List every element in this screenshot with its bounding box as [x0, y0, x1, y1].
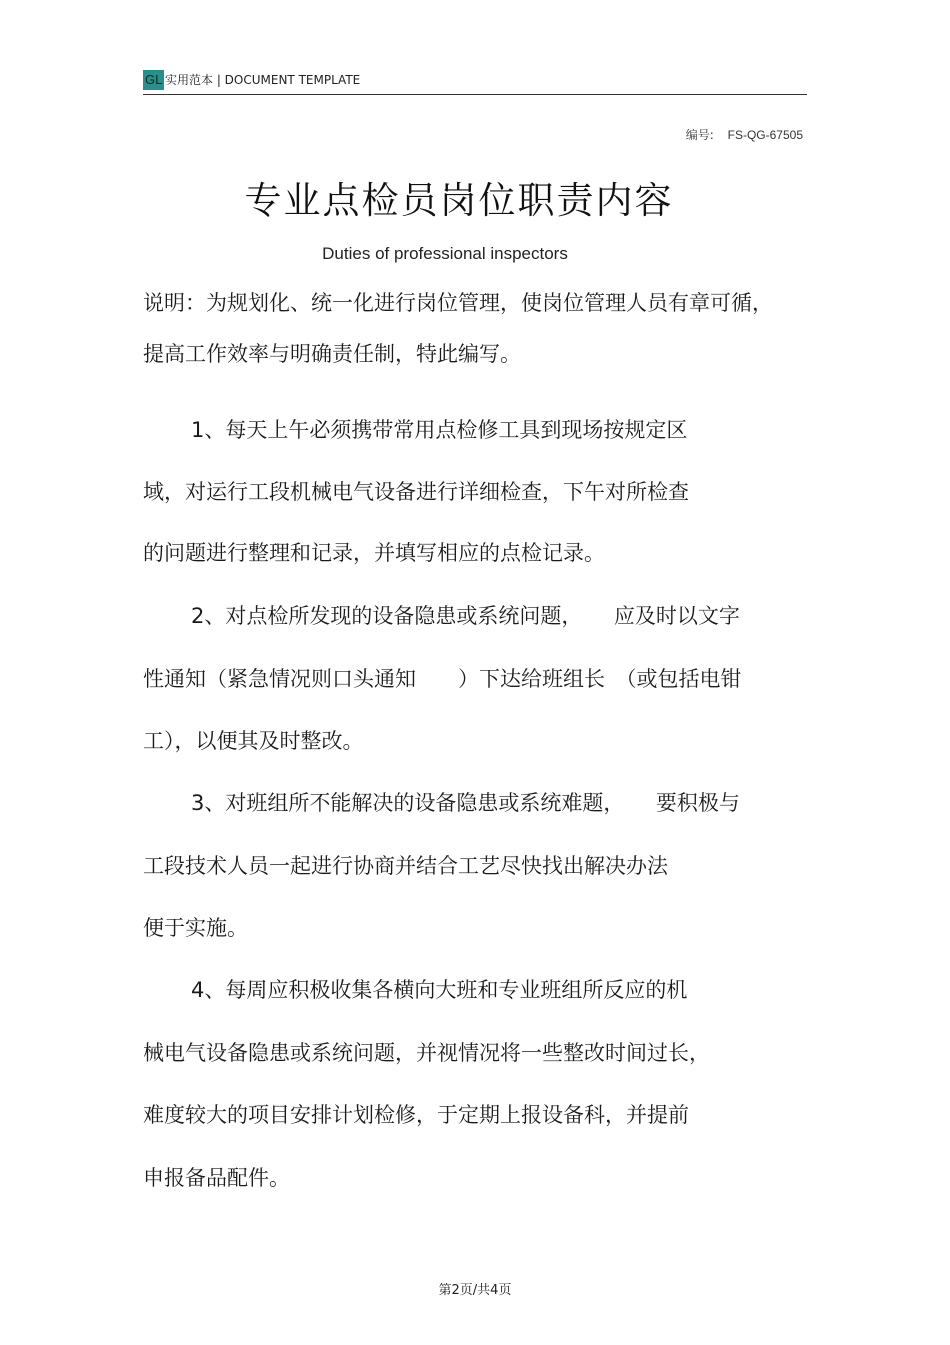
body-line: 3、对班组所不能解决的设备隐患或系统难题， 要积极与: [191, 791, 740, 815]
page-footer: 第2页/共4页: [438, 1283, 512, 1298]
body-line: 性通知（紧急情况则口头通知 ）下达给班组长 （或包括电钳: [143, 667, 742, 691]
body-line: 2、对点检所发现的设备隐患或系统问题， 应及时以文字: [191, 604, 740, 628]
body-line: 工），以便其及时整改。: [143, 729, 364, 753]
body-line: 难度较大的项目安排计划检修，于定期上报设备科，并提前: [143, 1103, 689, 1127]
body-line: 便于实施。: [143, 916, 248, 940]
body-line: 申报备品配件。: [143, 1166, 290, 1190]
body-line: 的问题进行整理和记录，并填写相应的点检记录。: [143, 541, 605, 565]
body-line: 1、每天上午必须携带常用点检修工具到现场按规定区: [191, 418, 688, 442]
header-text: 实用范本 | DOCUMENT TEMPLATE: [165, 73, 361, 87]
body-line: 械电气设备隐患或系统问题，并视情况将一些整改时间过长，: [143, 1041, 710, 1065]
body-line: 提高工作效率与明确责任制，特此编写。: [143, 342, 521, 366]
document-number-value: FS-QG-67505: [727, 128, 803, 142]
logo: GL: [143, 70, 164, 90]
document-title: 专业点检员岗位职责内容: [244, 179, 674, 222]
body-line: 4、每周应积极收集各横向大班和专业班组所反应的机: [191, 978, 688, 1002]
page-header: [143, 70, 807, 95]
body-line: 说明：为规划化、统一化进行岗位管理，使岗位管理人员有章可循，: [143, 291, 773, 315]
body-line: 域，对运行工段机械电气设备进行详细检查，下午对所检查: [143, 480, 689, 504]
document-number-label: 编号:: [685, 128, 714, 142]
document-number: [686, 126, 803, 143]
document-subtitle: Duties of professional inspectors: [322, 244, 568, 263]
body-line: 工段技术人员一起进行协商并结合工艺尽快找出解决办法: [143, 854, 668, 878]
